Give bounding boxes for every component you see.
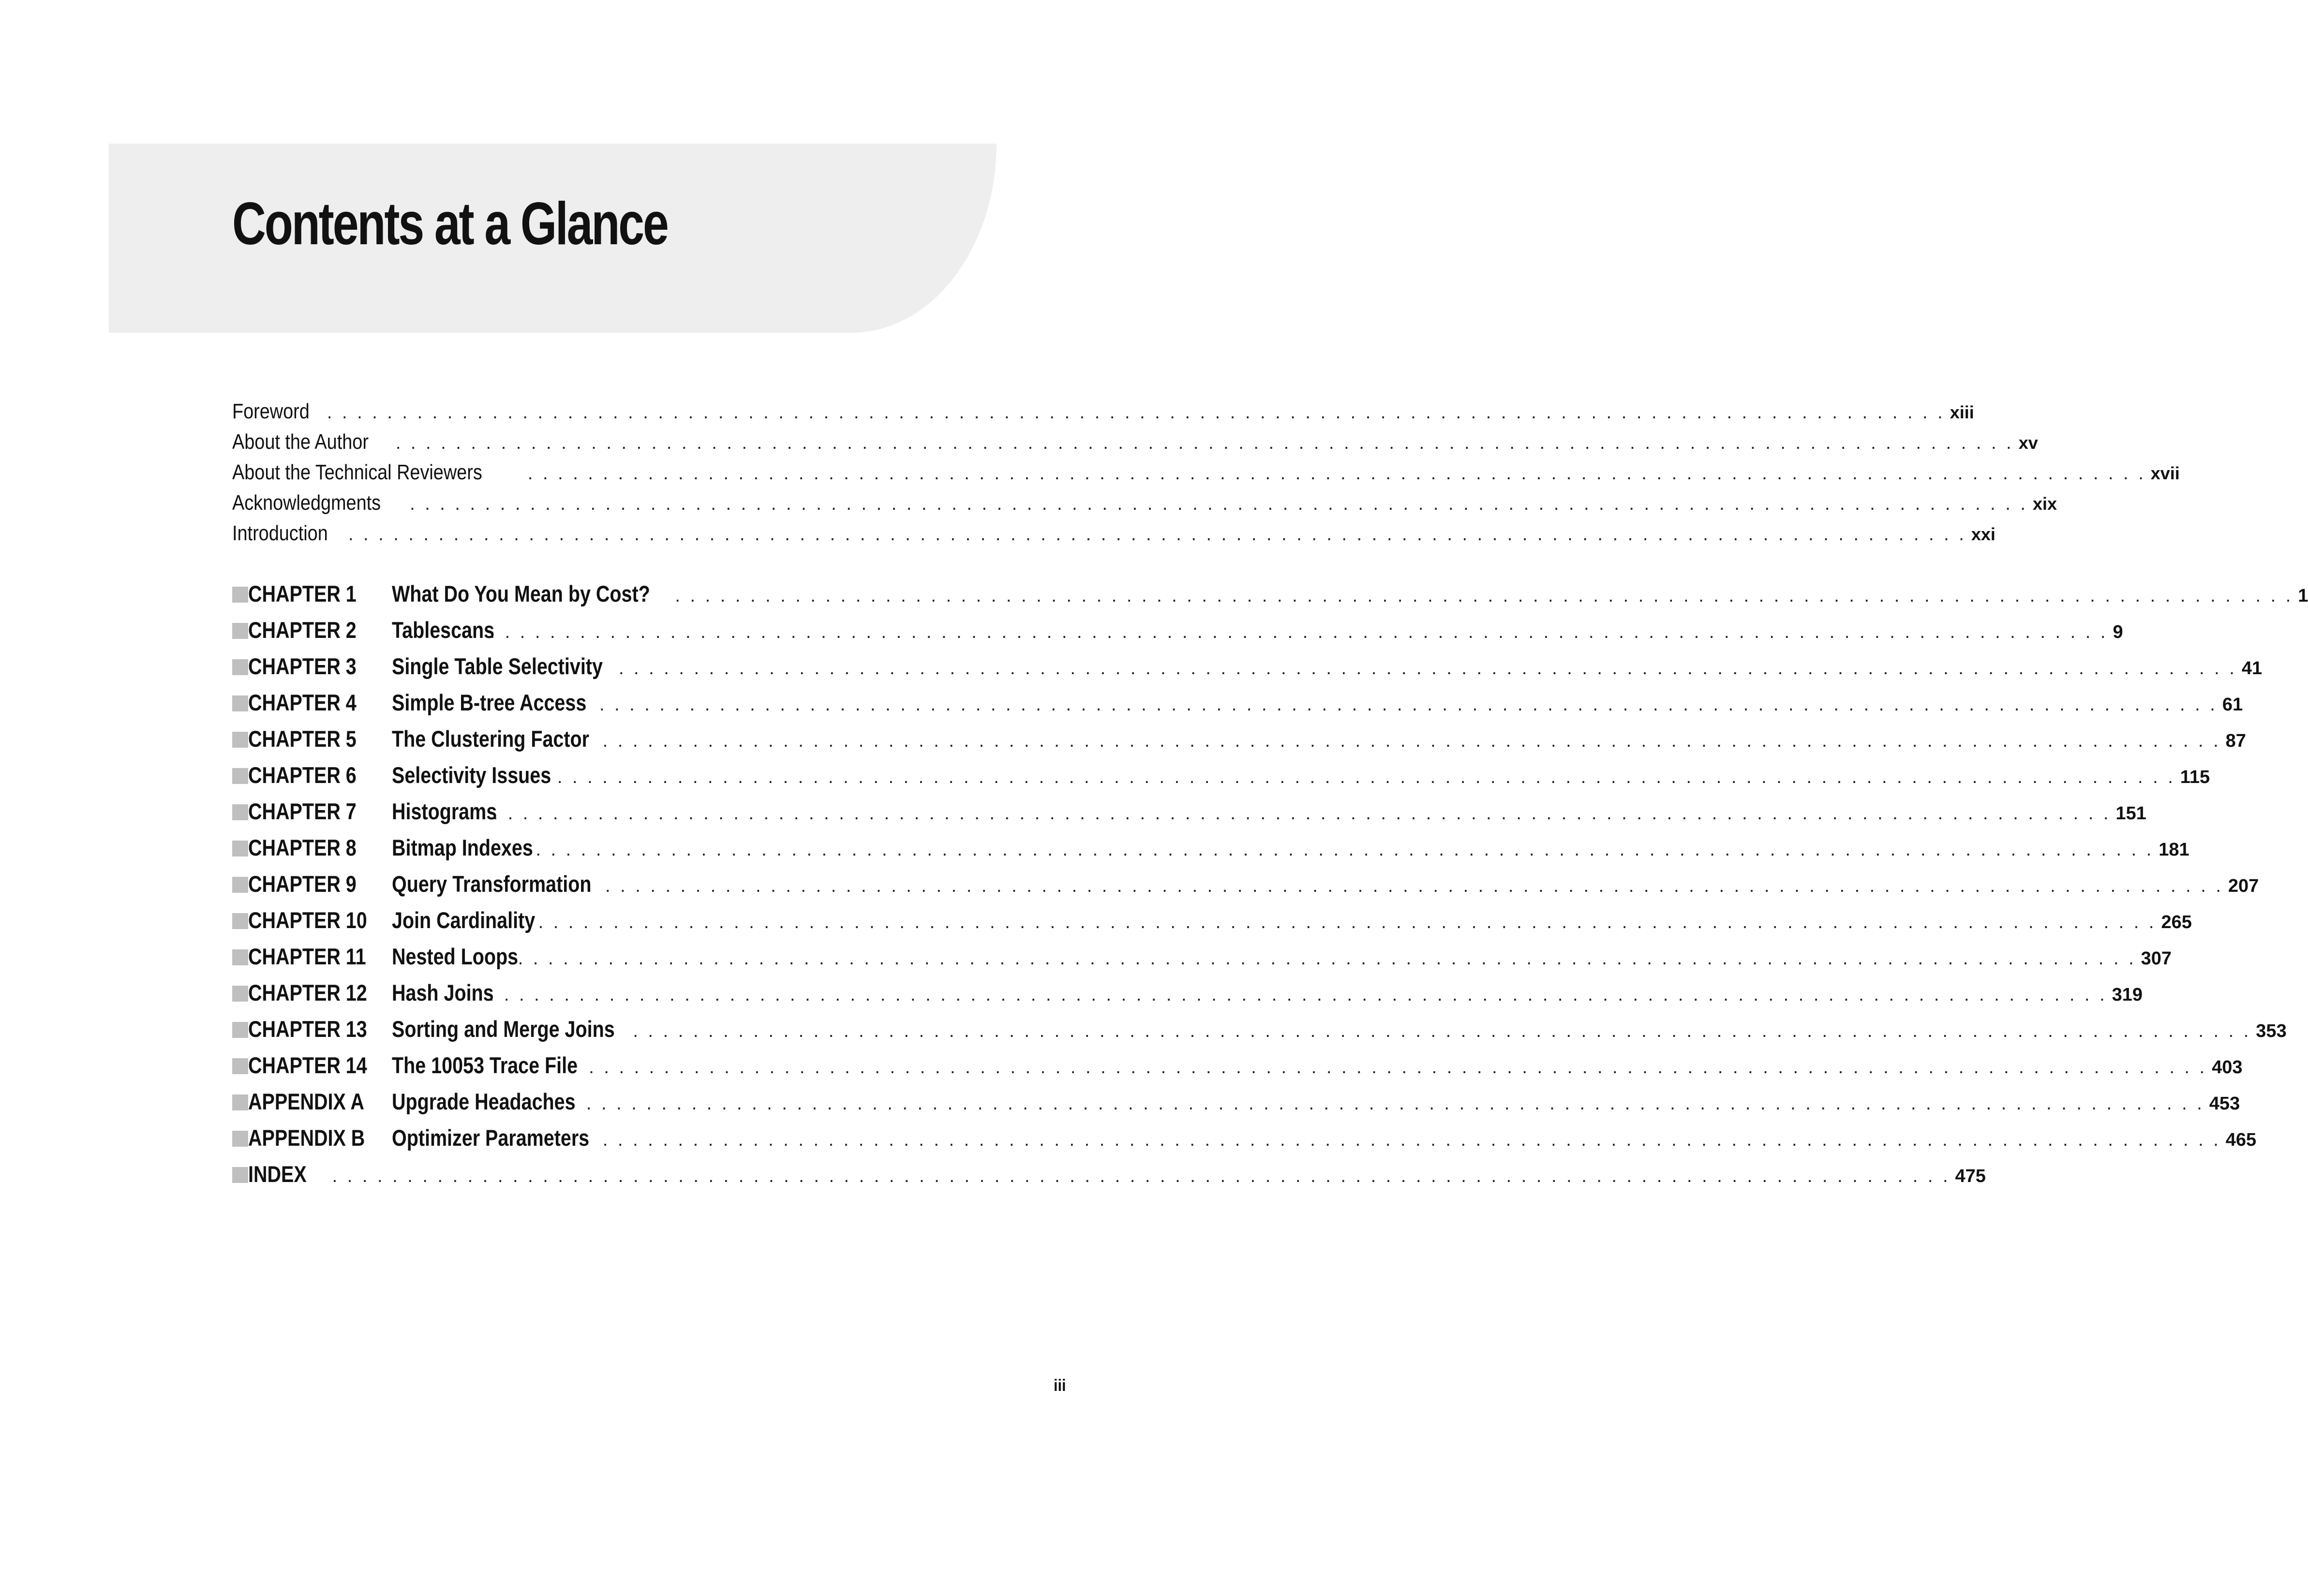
- chapter-entry[interactable]: [232, 943, 2172, 979]
- dot-leader: . . . . . . . . . . . . . . . . . . . . . . . . . . . . . . . . . . . . . . . . . . . . . . . . . . . . . . . . . . . . . . . . . . . . . . . . . . . . . . . . . . . . . . . . . . . . . . . . . . . . . . . . . . . .: [348, 524, 1966, 545]
- chapter-label: CHAPTER 6: [248, 762, 357, 788]
- chapter-entry[interactable]: [232, 725, 2246, 762]
- dot-leader: . . . . . . . . . . . . . . . . . . . . . . . . . . . . . . . . . . . . . . . . . . . . . . . . . . . . . . . . . . . . . . . . . . . . . . . . . . . . . . . . . . . . . . . . . . . . . . . . . . . . . . . . . . . .: [633, 1021, 2251, 1041]
- chapter-title: Selectivity Issues: [392, 762, 551, 788]
- chapter-marker-icon: [232, 695, 248, 711]
- dot-leader: . . . . . . . . . . . . . . . . . . . . . . . . . . . . . . . . . . . . . . . . . . . . . . . . . . . . . . . . . . . . . . . . . . . . . . . . . . . . . . . . . . . . . . . . . . . . . . . . . . . . . . . . . . . .: [618, 658, 2237, 679]
- toc-page-number: xxi: [1971, 524, 1995, 544]
- chapter-label: CHAPTER 8: [248, 835, 357, 860]
- chapter-page-number: 465: [2225, 1130, 2257, 1150]
- chapter-title: Tablescans: [392, 617, 495, 643]
- chapter-label: CHAPTER 14: [248, 1052, 367, 1078]
- dot-leader: . . . . . . . . . . . . . . . . . . . . . . . . . . . . . . . . . . . . . . . . . . . . . . . . . . . . . . . . . . . . . . . . . . . . . . . . . . . . . . . . . . . . . . . . . . . . . . . . . . . . . . . . . . . .: [557, 767, 2175, 787]
- page-folio: iii: [1054, 1376, 1066, 1395]
- chapter-entry[interactable]: [232, 1016, 2287, 1052]
- chapter-label: CHAPTER 4: [248, 690, 357, 715]
- dot-leader: . . . . . . . . . . . . . . . . . . . . . . . . . . . . . . . . . . . . . . . . . . . . . . . . . . . . . . . . . . . . . . . . . . . . . . . . . . . . . . . . . . . . . . . . . . . . . . . . . . . . . . . . . . . .: [327, 402, 1945, 423]
- dot-leader: . . . . . . . . . . . . . . . . . . . . . . . . . . . . . . . . . . . . . . . . . . . . . . . . . . . . . . . . . . . . . . . . . . . . . . . . . . . . . . . . . . . . . . . . . . . . . . . . . . . . . . . . . . . .: [602, 731, 2221, 751]
- chapter-label: CHAPTER 9: [248, 871, 357, 897]
- page-title: Contents at a Glance: [232, 191, 668, 257]
- toc-entry-label: About the Technical Reviewers: [232, 460, 482, 484]
- chapter-page-number: 453: [2209, 1094, 2240, 1114]
- toc-page-number: xiii: [1950, 402, 1974, 422]
- front-matter-list: [232, 399, 2180, 552]
- chapter-title: Optimizer Parameters: [392, 1125, 590, 1151]
- dot-leader: . . . . . . . . . . . . . . . . . . . . . . . . . . . . . . . . . . . . . . . . . . . . . . . . . . . . . . . . . . . . . . . . . . . . . . . . . . . . . . . . . . . . . . . . . . . . . . . . . . . . . . . . . . . .: [586, 1094, 2204, 1114]
- chapter-label: CHAPTER 7: [248, 798, 357, 824]
- chapter-title: Simple B-tree Access: [392, 690, 587, 715]
- chapter-marker-icon: [232, 732, 248, 748]
- chapter-page-number: 151: [2115, 803, 2146, 824]
- dot-leader: . . . . . . . . . . . . . . . . . . . . . . . . . . . . . . . . . . . . . . . . . . . . . . . . . . . . . . . . . . . . . . . . . . . . . . . . . . . . . . . . . . . . . . . . . . . . . . . . . . . . . . . . . . . .: [518, 948, 2136, 969]
- dot-leader: . . . . . . . . . . . . . . . . . . . . . . . . . . . . . . . . . . . . . . . . . . . . . . . . . . . . . . . . . . . . . . . . . . . . . . . . . . . . . . . . . . . . . . . . . . . . . . . . . . . . . . . . . . . .: [332, 1166, 1951, 1186]
- chapter-title: Query Transformation: [392, 871, 592, 897]
- chapter-entry[interactable]: [232, 580, 2308, 617]
- toc-page-number: xix: [2032, 494, 2057, 514]
- chapter-entry[interactable]: [232, 834, 2189, 871]
- chapter-title: The Clustering Factor: [392, 726, 590, 752]
- chapter-marker-icon: [232, 1058, 248, 1074]
- chapter-page-number: 319: [2112, 985, 2143, 1005]
- chapter-marker-icon: [232, 768, 248, 784]
- dot-leader: . . . . . . . . . . . . . . . . . . . . . . . . . . . . . . . . . . . . . . . . . . . . . . . . . . . . . . . . . . . . . . . . . . . . . . . . . . . . . . . . . . . . . . . . . . . . . . . . . . . . . . . . . . . .: [395, 433, 2014, 453]
- chapter-label: CHAPTER 2: [248, 617, 357, 643]
- dot-leader: . . . . . . . . . . . . . . . . . . . . . . . . . . . . . . . . . . . . . . . . . . . . . . . . . . . . . . . . . . . . . . . . . . . . . . . . . . . . . . . . . . . . . . . . . . . . . . . . . . . . . . . . . . . .: [492, 803, 2111, 824]
- chapter-entry[interactable]: [232, 907, 2192, 943]
- toc-entry[interactable]: [232, 399, 1974, 430]
- chapter-page-number: 475: [1955, 1166, 1986, 1186]
- chapter-page-number: 41: [2241, 658, 2263, 679]
- toc-entry-label: Foreword: [232, 399, 310, 423]
- chapter-marker-icon: [232, 1167, 248, 1183]
- chapter-label: CHAPTER 13: [248, 1016, 367, 1042]
- chapter-marker-icon: [232, 877, 248, 893]
- chapter-title: Sorting and Merge Joins: [392, 1016, 615, 1042]
- chapter-marker-icon: [232, 841, 248, 857]
- toc-entry-label: Introduction: [232, 521, 328, 545]
- chapter-entry[interactable]: [232, 653, 2263, 689]
- chapter-marker-icon: [232, 913, 248, 929]
- dot-leader: . . . . . . . . . . . . . . . . . . . . . . . . . . . . . . . . . . . . . . . . . . . . . . . . . . . . . . . . . . . . . . . . . . . . . . . . . . . . . . . . . . . . . . . . . . . . . . . . . . . . . . . . . . . .: [410, 494, 2028, 514]
- chapter-marker-icon: [232, 623, 248, 639]
- chapter-page-number: 403: [2212, 1057, 2243, 1078]
- dot-leader: . . . . . . . . . . . . . . . . . . . . . . . . . . . . . . . . . . . . . . . . . . . . . . . . . . . . . . . . . . . . . . . . . . . . . . . . . . . . . . . . . . . . . . . . . . . . . . . . . . . . . . . . . . . .: [602, 1130, 2221, 1150]
- chapter-entry[interactable]: [232, 1161, 1986, 1197]
- chapter-entry[interactable]: [232, 762, 2210, 798]
- chapter-page-number: 353: [2256, 1021, 2287, 1041]
- chapter-entry[interactable]: [232, 979, 2143, 1016]
- chapter-label: CHAPTER 5: [248, 726, 357, 752]
- chapter-page-number: 9: [2113, 622, 2123, 642]
- dot-leader: . . . . . . . . . . . . . . . . . . . . . . . . . . . . . . . . . . . . . . . . . . . . . . . . . . . . . . . . . . . . . . . . . . . . . . . . . . . . . . . . . . . . . . . . . . . . . . . . . . . . . . . . . . . .: [536, 840, 2154, 860]
- chapter-list: [232, 580, 2308, 1197]
- chapter-page-number: 61: [2222, 695, 2243, 715]
- chapter-label: CHAPTER 11: [248, 944, 366, 969]
- chapter-marker-icon: [232, 1094, 248, 1110]
- chapter-entry[interactable]: [232, 689, 2243, 725]
- chapter-label: APPENDIX B: [248, 1125, 365, 1151]
- toc-entry[interactable]: [232, 491, 2057, 521]
- chapter-page-number: 115: [2180, 767, 2210, 787]
- toc-entry[interactable]: [232, 460, 2180, 491]
- chapter-title: Histograms: [392, 798, 497, 824]
- chapter-entry[interactable]: [232, 1052, 2243, 1088]
- chapter-label: CHAPTER 3: [248, 653, 357, 679]
- chapter-title: Single Table Selectivity: [392, 653, 603, 679]
- dot-leader: . . . . . . . . . . . . . . . . . . . . . . . . . . . . . . . . . . . . . . . . . . . . . . . . . . . . . . . . . . . . . . . . . . . . . . . . . . . . . . . . . . . . . . . . . . . . . . . . . . . . . . . . . . . .: [675, 586, 2293, 606]
- chapter-marker-icon: [232, 1131, 248, 1147]
- toc-entry[interactable]: [232, 521, 1995, 552]
- toc-entry[interactable]: [232, 430, 2038, 460]
- chapter-page-number: 307: [2141, 948, 2172, 969]
- chapter-marker-icon: [232, 587, 248, 603]
- toc-page-number: xvii: [2150, 463, 2180, 483]
- chapter-entry[interactable]: [232, 798, 2146, 834]
- chapter-marker-icon: [232, 804, 248, 820]
- chapter-page-number: 181: [2159, 840, 2189, 860]
- dot-leader: . . . . . . . . . . . . . . . . . . . . . . . . . . . . . . . . . . . . . . . . . . . . . . . . . . . . . . . . . . . . . . . . . . . . . . . . . . . . . . . . . . . . . . . . . . . . . . . . . . . . . . . . . . . .: [599, 695, 2218, 715]
- chapter-title: Upgrade Headaches: [392, 1089, 576, 1114]
- chapter-label: CHAPTER 10: [248, 907, 367, 933]
- dot-leader: . . . . . . . . . . . . . . . . . . . . . . . . . . . . . . . . . . . . . . . . . . . . . . . . . . . . . . . . . . . . . . . . . . . . . . . . . . . . . . . . . . . . . . . . . . . . . . . . . . . . . . . . . . . .: [490, 622, 2108, 642]
- chapter-title: Nested Loops: [392, 944, 519, 969]
- chapter-title: Bitmap Indexes: [392, 835, 533, 860]
- dot-leader: . . . . . . . . . . . . . . . . . . . . . . . . . . . . . . . . . . . . . . . . . . . . . . . . . . . . . . . . . . . . . . . . . . . . . . . . . . . . . . . . . . . . . . . . . . . . . . . . . . . . . . . . . . . .: [527, 463, 2146, 484]
- dot-leader: . . . . . . . . . . . . . . . . . . . . . . . . . . . . . . . . . . . . . . . . . . . . . . . . . . . . . . . . . . . . . . . . . . . . . . . . . . . . . . . . . . . . . . . . . . . . . . . . . . . . . . . . . . . .: [589, 1057, 2207, 1078]
- chapter-page-number: 207: [2228, 876, 2259, 896]
- chapter-marker-icon: [232, 1022, 248, 1038]
- chapter-label: APPENDIX A: [248, 1089, 364, 1114]
- chapter-title: Join Cardinality: [392, 907, 536, 933]
- chapter-label: CHAPTER 1: [248, 581, 357, 606]
- toc-entry-label: About the Author: [232, 430, 369, 454]
- dot-leader: . . . . . . . . . . . . . . . . . . . . . . . . . . . . . . . . . . . . . . . . . . . . . . . . . . . . . . . . . . . . . . . . . . . . . . . . . . . . . . . . . . . . . . . . . . . . . . . . . . . . . . . . . . . .: [538, 912, 2157, 932]
- chapter-page-number: 87: [2225, 731, 2246, 751]
- chapter-marker-icon: [232, 949, 248, 965]
- toc-page-number: xv: [2018, 433, 2038, 453]
- chapter-entry[interactable]: [232, 1124, 2257, 1161]
- chapter-marker-icon: [232, 986, 248, 1002]
- chapter-title: What Do You Mean by Cost?: [392, 581, 650, 606]
- chapter-title: Hash Joins: [392, 980, 494, 1005]
- dot-leader: . . . . . . . . . . . . . . . . . . . . . . . . . . . . . . . . . . . . . . . . . . . . . . . . . . . . . . . . . . . . . . . . . . . . . . . . . . . . . . . . . . . . . . . . . . . . . . . . . . . . . . . . . . . .: [605, 876, 2223, 896]
- chapter-title: The 10053 Trace File: [392, 1052, 578, 1078]
- dot-leader: . . . . . . . . . . . . . . . . . . . . . . . . . . . . . . . . . . . . . . . . . . . . . . . . . . . . . . . . . . . . . . . . . . . . . . . . . . . . . . . . . . . . . . . . . . . . . . . . . . . . . . . . . . . .: [489, 985, 2107, 1005]
- chapter-marker-icon: [232, 659, 248, 675]
- chapter-entry[interactable]: [232, 1088, 2240, 1124]
- chapter-page-number: 265: [2161, 912, 2192, 932]
- chapter-page-number: 1: [2298, 586, 2308, 606]
- chapter-label: INDEX: [248, 1161, 307, 1187]
- chapter-entry[interactable]: [232, 617, 2123, 653]
- chapter-entry[interactable]: [232, 871, 2259, 907]
- toc-entry-label: Acknowledgments: [232, 491, 381, 515]
- chapter-label: CHAPTER 12: [248, 980, 367, 1005]
